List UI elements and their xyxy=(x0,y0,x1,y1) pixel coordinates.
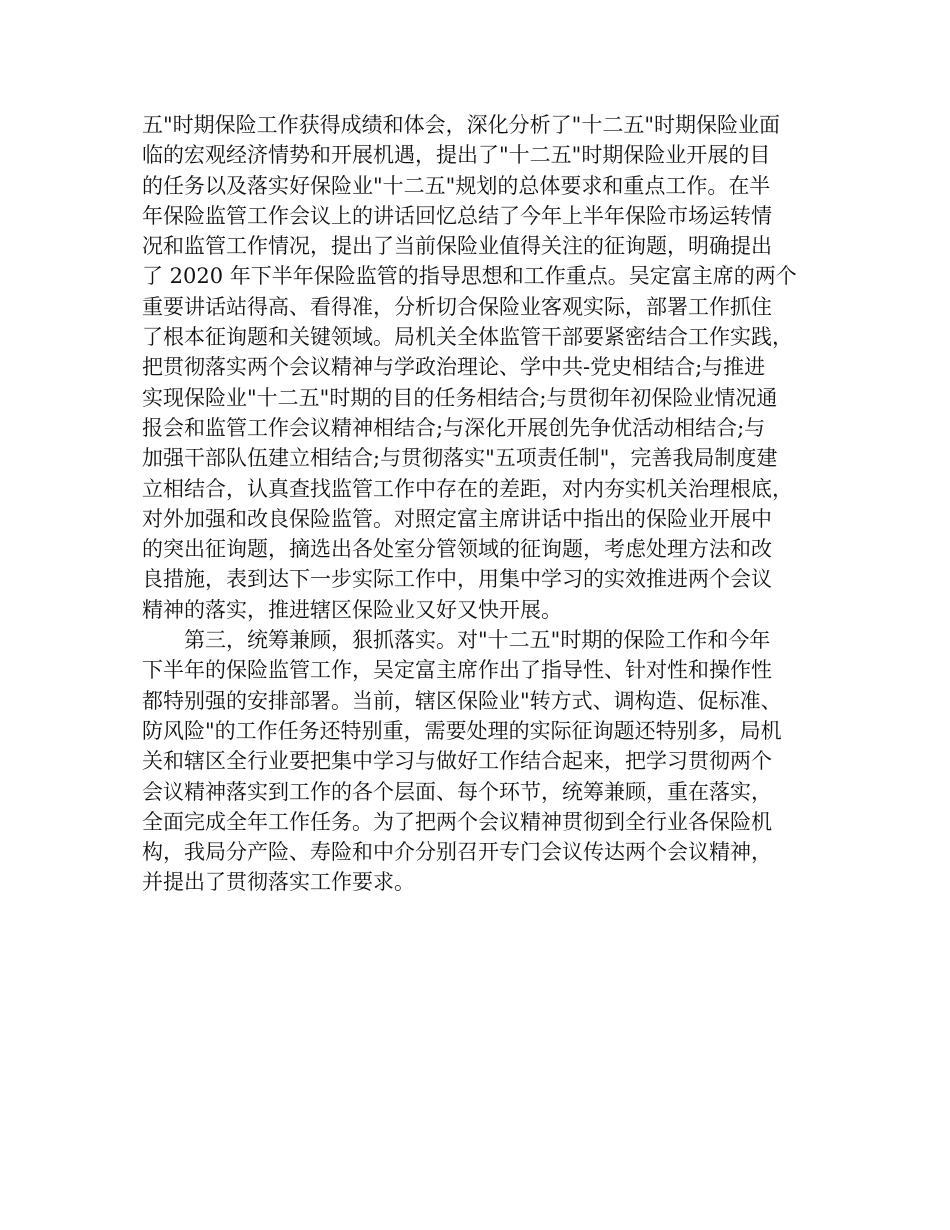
paragraph-line: 的任务以及落实好保险业"十二五"规划的总体要求和重点工作。在半 xyxy=(142,173,771,198)
paragraph-line: 下半年的保险监管工作，吴定富主席作出了指导性、针对性和操作性 xyxy=(142,658,772,683)
paragraph-2 xyxy=(142,625,832,898)
paragraph-line: 报会和监管工作会议精神相结合;与深化开展创先争优活动相结合;与 xyxy=(142,415,766,440)
paragraph-line: 精神的落实，推进辖区保险业又好又快开展。 xyxy=(142,597,562,622)
paragraph-line: 了根本征询题和关键领域。局机关全体监管干部要紧密结合工作实践， xyxy=(142,325,793,350)
paragraph-line: 了 2020 年下半年保险监管的指导思想和工作重点。吴定富主席的两个 xyxy=(142,264,797,289)
paragraph-line: 临的宏观经济情势和开展机遇，提出了"十二五"时期保险业开展的目 xyxy=(142,143,771,168)
paragraph-line: 况和监管工作情况，提出了当前保险业值得关注的征询题，明确提出 xyxy=(142,234,772,259)
paragraph-line: 五"时期保险工作获得成绩和体会，深化分析了"十二五"时期保险业面 xyxy=(142,113,780,137)
paragraph-line: 把贯彻落实两个会议精神与学政治理论、学中共-党史相结合;与推进 xyxy=(142,355,766,380)
paragraph-line: 的突出征询题，摘选出各处室分管领域的征询题，考虑处理方法和改 xyxy=(142,537,772,562)
paragraph-line: 立相结合，认真查找监管工作中存在的差距，对内夯实机关治理根底， xyxy=(142,476,793,501)
paragraph-line: 重要讲话站得高、看得准，分析切合保险业客观实际，部署工作抓住 xyxy=(142,294,772,319)
paragraph-line: 实现保险业"十二五"时期的目的任务相结合;与贯彻年初保险业情况通 xyxy=(142,385,778,410)
document-body xyxy=(142,110,832,898)
paragraph-line: 并提出了贯彻落实工作要求。 xyxy=(142,870,415,895)
paragraph-line: 都特别强的安排部署。当前，辖区保险业"转方式、调构造、促标准、 xyxy=(142,688,782,713)
paragraph-line: 对外加强和改良保险监管。对照定富主席讲话中指出的保险业开展中 xyxy=(142,506,772,531)
paragraph-line: 关和辖区全行业要把集中学习与做好工作结合起来，把学习贯彻两个 xyxy=(142,749,772,774)
paragraph-line: 第三，统筹兼顾，狠抓落实。对"十二五"时期的保险工作和今年 xyxy=(184,628,771,653)
paragraph-line: 加强干部队伍建立相结合;与贯彻落实"五项责任制"，完善我局制度建 xyxy=(142,446,778,471)
paragraph-line: 防风险"的工作任务还特别重，需要处理的实际征询题还特别多，局机 xyxy=(142,718,782,743)
paragraph-line: 会议精神落实到工作的各个层面、每个环节，统筹兼顾，重在落实， xyxy=(142,779,772,804)
paragraph-line: 全面完成全年工作任务。为了把两个会议精神贯彻到全行业各保险机 xyxy=(142,809,772,834)
paragraph-line: 良措施，表到达下一步实际工作中，用集中学习的实效推进两个会议 xyxy=(142,567,772,592)
paragraph-line: 构，我局分产险、寿险和中介分别召开专门会议传达两个会议精神， xyxy=(142,840,772,865)
paragraph-1 xyxy=(142,110,832,625)
paragraph-line: 年保险监管工作会议上的讲话回忆总结了今年上半年保险市场运转情 xyxy=(142,203,772,228)
